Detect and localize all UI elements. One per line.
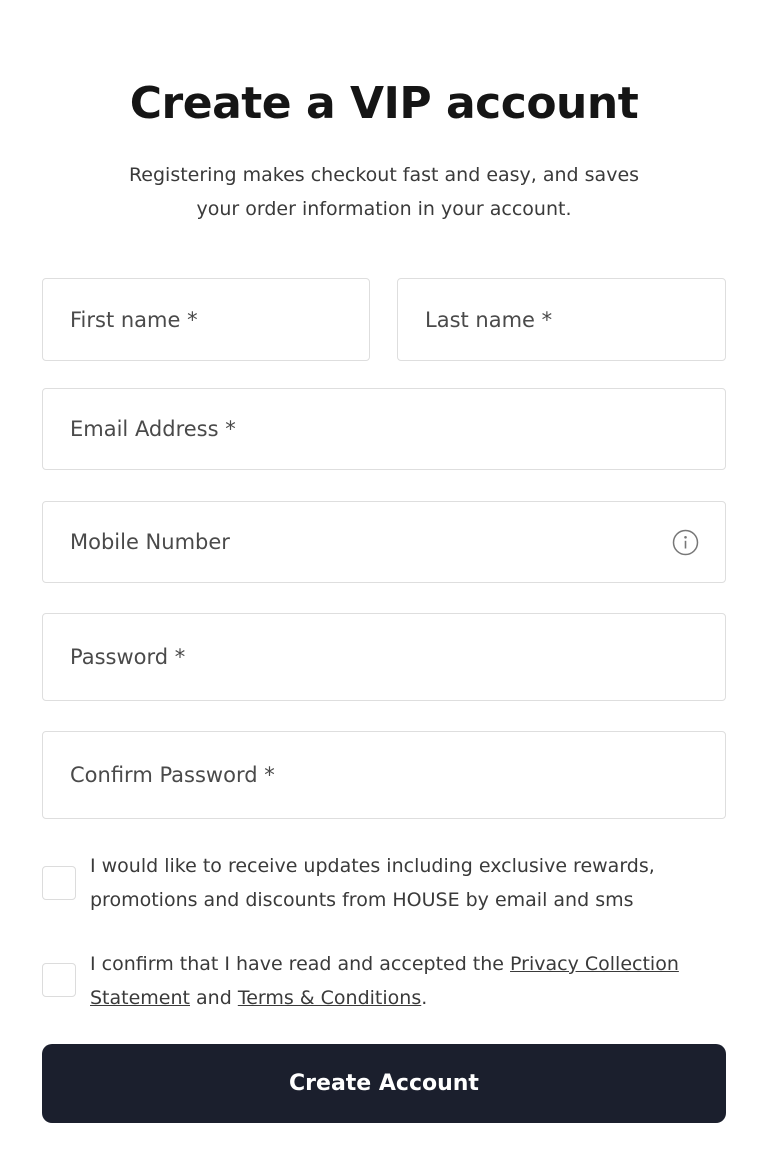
create-account-button[interactable]: Create Account xyxy=(42,1044,726,1123)
terms-text-before: I confirm that I have read and accepted the xyxy=(90,953,511,975)
terms-text-middle: and xyxy=(189,987,238,1009)
email-field[interactable] xyxy=(42,388,726,470)
first-name-field[interactable] xyxy=(42,278,370,361)
terms-consent-checkbox[interactable] xyxy=(42,963,76,997)
confirm-password-placeholder: Confirm Password * xyxy=(70,763,275,787)
info-icon[interactable] xyxy=(672,529,699,556)
email-placeholder: Email Address * xyxy=(70,417,236,441)
page-subtitle: Registering makes checkout fast and easy, and saves your order information in your account. xyxy=(128,164,640,220)
marketing-consent-checkbox[interactable] xyxy=(42,866,76,900)
terms-consent-text xyxy=(90,947,726,1015)
mobile-number-field[interactable] xyxy=(42,501,726,583)
marketing-consent-row xyxy=(42,849,726,917)
password-placeholder: Password * xyxy=(70,645,186,669)
first-name-placeholder: First name * xyxy=(70,307,198,332)
terms-text-after: . xyxy=(421,987,428,1009)
terms-conditions-link[interactable]: Terms & Conditions xyxy=(237,987,422,1009)
last-name-placeholder: Last name * xyxy=(425,307,553,332)
password-field[interactable] xyxy=(42,613,726,701)
terms-consent-row xyxy=(42,947,726,1015)
marketing-consent-text: I would like to receive updates including exclusive rewards, promotions and discounts from HOUSE by email and sms xyxy=(90,855,655,911)
page-title: Create a VIP account xyxy=(129,78,639,129)
mobile-number-placeholder: Mobile Number xyxy=(70,530,230,554)
confirm-password-field[interactable] xyxy=(42,731,726,819)
privacy-collection-link[interactable]: Privacy Collection Statement xyxy=(90,953,679,1009)
last-name-field[interactable] xyxy=(397,278,726,361)
